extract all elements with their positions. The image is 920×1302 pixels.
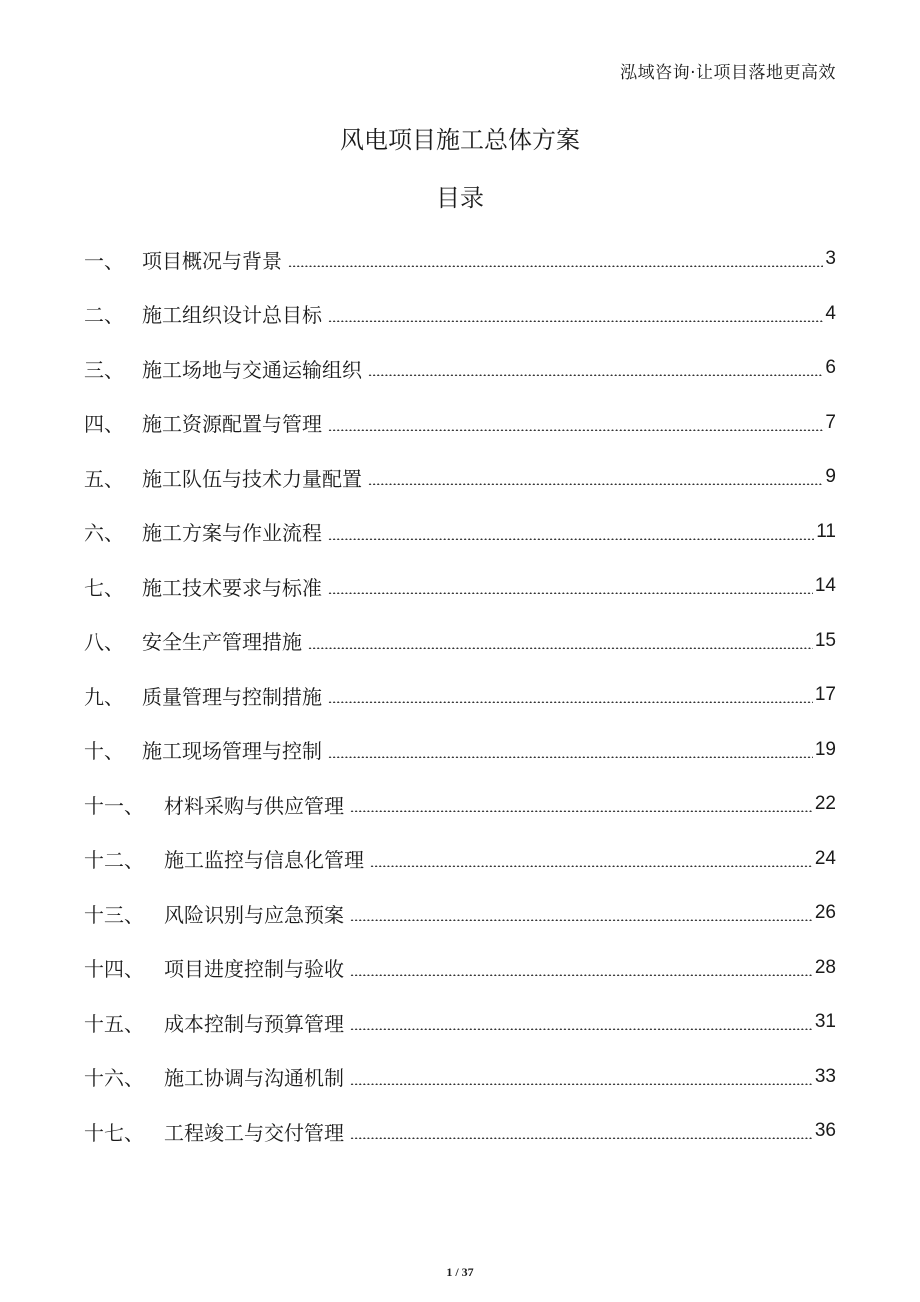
toc-entry-number: 四、 xyxy=(84,412,124,437)
toc-entry-label: 项目概况与背景 xyxy=(142,248,282,273)
toc-entry[interactable] xyxy=(84,1050,836,1105)
toc-entry-page: 11 xyxy=(816,520,836,542)
toc-entry-page: 22 xyxy=(814,793,836,815)
toc-entry[interactable] xyxy=(84,341,836,396)
toc-title: 目录 xyxy=(436,184,484,212)
toc-entry[interactable] xyxy=(84,559,836,614)
toc-entry[interactable] xyxy=(84,1104,836,1159)
toc-entry-label: 施工监控与信息化管理 xyxy=(164,848,364,873)
toc-entry[interactable] xyxy=(84,614,836,669)
toc-entry-number: 三、 xyxy=(84,357,124,382)
toc-dot-leader xyxy=(350,1083,813,1085)
toc-entry-number: 十三、 xyxy=(84,902,144,927)
toc-entry-page: 15 xyxy=(814,629,836,651)
toc-entry-number: 十六、 xyxy=(84,1066,144,1091)
toc-entry[interactable] xyxy=(84,505,836,560)
toc-entry-label: 成本控制与预算管理 xyxy=(164,1011,344,1036)
toc-entry-number: 十二、 xyxy=(84,848,144,873)
toc-entry[interactable] xyxy=(84,886,836,941)
toc-entry-page: 17 xyxy=(814,684,836,706)
toc-entry-number: 五、 xyxy=(84,466,124,491)
toc-entry[interactable] xyxy=(84,941,836,996)
toc-dot-leader xyxy=(328,756,813,758)
toc-entry-number: 十、 xyxy=(84,739,124,764)
toc-entry-label: 风险识别与应急预案 xyxy=(164,902,344,927)
toc-entry-page: 33 xyxy=(814,1065,836,1087)
toc-entry-label: 施工场地与交通运输组织 xyxy=(142,357,362,382)
toc-entry[interactable] xyxy=(84,668,836,723)
toc-entry-label: 施工现场管理与控制 xyxy=(142,739,322,764)
toc-entry[interactable] xyxy=(84,723,836,778)
toc-dot-leader xyxy=(350,919,813,921)
toc-entry-number: 六、 xyxy=(84,521,124,546)
toc-entry-page: 28 xyxy=(814,956,836,978)
toc-entry-label: 项目进度控制与验收 xyxy=(164,957,344,982)
toc-entry-number: 一、 xyxy=(84,248,124,273)
toc-entry-number: 八、 xyxy=(84,630,124,655)
toc-dot-leader xyxy=(350,810,813,812)
table-of-contents xyxy=(84,232,836,1159)
toc-entry-page: 4 xyxy=(825,302,836,324)
toc-dot-leader xyxy=(288,265,823,267)
toc-dot-leader xyxy=(328,592,813,594)
toc-entry-page: 3 xyxy=(825,248,836,270)
toc-dot-leader xyxy=(350,974,813,976)
toc-entry[interactable] xyxy=(84,777,836,832)
toc-entry[interactable] xyxy=(84,995,836,1050)
page-number: 1 / 37 xyxy=(446,1265,474,1279)
toc-entry-page: 14 xyxy=(814,575,836,597)
toc-entry-number: 七、 xyxy=(84,575,124,600)
toc-entry-label: 工程竣工与交付管理 xyxy=(164,1120,344,1145)
header-brand: 泓域咨询·让项目落地更高效 xyxy=(620,63,836,83)
toc-dot-leader xyxy=(328,320,823,322)
toc-entry-number: 十五、 xyxy=(84,1011,144,1036)
toc-entry-label: 施工方案与作业流程 xyxy=(142,521,322,546)
toc-entry-number: 九、 xyxy=(84,684,124,709)
toc-dot-leader xyxy=(370,865,813,867)
toc-entry-label: 施工技术要求与标准 xyxy=(142,575,322,600)
toc-entry[interactable] xyxy=(84,396,836,451)
toc-entry-label: 施工组织设计总目标 xyxy=(142,303,322,328)
toc-entry-number: 十四、 xyxy=(84,957,144,982)
toc-dot-leader xyxy=(328,538,814,540)
toc-dot-leader xyxy=(308,647,813,649)
document-title: 风电项目施工总体方案 xyxy=(340,126,580,154)
toc-dot-leader xyxy=(368,374,823,376)
toc-entry-page: 9 xyxy=(825,466,836,488)
toc-entry-page: 31 xyxy=(814,1011,836,1033)
toc-dot-leader xyxy=(328,701,813,703)
toc-entry-label: 施工协调与沟通机制 xyxy=(164,1066,344,1091)
toc-dot-leader xyxy=(328,429,823,431)
toc-entry-label: 安全生产管理措施 xyxy=(142,630,302,655)
toc-entry-page: 26 xyxy=(814,902,836,924)
toc-entry[interactable] xyxy=(84,832,836,887)
toc-entry-label: 施工资源配置与管理 xyxy=(142,412,322,437)
toc-dot-leader xyxy=(350,1137,813,1139)
toc-entry[interactable] xyxy=(84,450,836,505)
toc-entry-number: 十一、 xyxy=(84,793,144,818)
toc-dot-leader xyxy=(350,1028,813,1030)
toc-entry-page: 19 xyxy=(814,738,836,760)
toc-entry-page: 36 xyxy=(814,1120,836,1142)
toc-entry-label: 施工队伍与技术力量配置 xyxy=(142,466,362,491)
toc-entry-page: 6 xyxy=(825,357,836,379)
toc-dot-leader xyxy=(368,483,823,485)
toc-entry-label: 质量管理与控制措施 xyxy=(142,684,322,709)
toc-entry-page: 24 xyxy=(814,847,836,869)
toc-entry-number: 二、 xyxy=(84,303,124,328)
toc-entry-number: 十七、 xyxy=(84,1120,144,1145)
toc-entry-page: 7 xyxy=(825,411,836,433)
toc-entry-label: 材料采购与供应管理 xyxy=(164,793,344,818)
toc-entry[interactable] xyxy=(84,287,836,342)
toc-entry[interactable] xyxy=(84,232,836,287)
